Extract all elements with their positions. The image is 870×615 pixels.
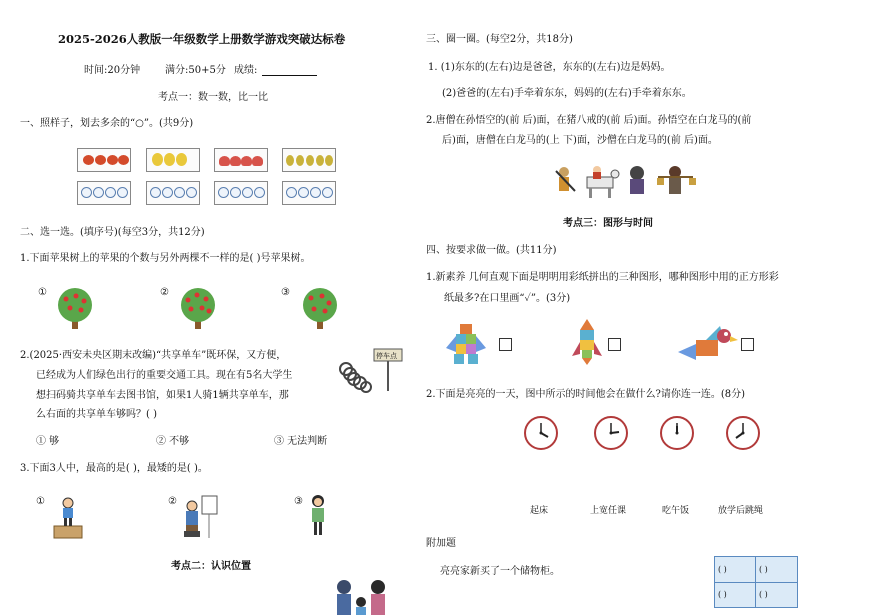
apple-tree-3-icon bbox=[297, 287, 343, 329]
apple-tree-1-icon bbox=[52, 287, 98, 329]
point2-heading: 考点二：认识位置 bbox=[171, 561, 251, 572]
q4-line1: 1.新素养 几何直观下面是明明用彩纸拼出的三种图形，哪种图形中用的正方形彩 bbox=[426, 272, 779, 283]
cabinet-mark-4[interactable]: ( ) bbox=[759, 590, 768, 599]
score-info: 满分:50+5分 bbox=[165, 65, 226, 76]
q1-heading: 一、照样子，划去多余的“○”。(共9分) bbox=[20, 118, 194, 129]
q3-heading: 三、圈一圈。(每空2分，共18分) bbox=[426, 34, 573, 45]
cabinet-mark-2[interactable]: ( ) bbox=[759, 565, 768, 574]
grade-blank[interactable] bbox=[262, 75, 317, 76]
bike-sign-text: 停车点 bbox=[376, 352, 397, 360]
extra-heading: 附加题 bbox=[426, 538, 456, 549]
q3-line2: (2)爸爸的(左右)手牵着东东，妈妈的(左右)手牵着东东。 bbox=[442, 88, 692, 99]
clock-3-icon bbox=[660, 416, 694, 450]
standing-girl-icon bbox=[306, 494, 330, 538]
q2-s2-line1: 2.(2025·西安未央区期末改编)“共享单车”既环保，又方便， bbox=[20, 350, 287, 361]
q2-s3: 3.下面3人中，最高的是( )，最矮的是( )。 bbox=[20, 463, 208, 474]
circle-box-2[interactable] bbox=[146, 181, 200, 205]
fruit-box-1 bbox=[77, 148, 131, 172]
grade-info: 成绩: bbox=[234, 65, 258, 76]
person-label-2: ② bbox=[168, 496, 177, 507]
q2-s2-line2: 已经成为人们绿色出行的重要交通工具。现在有5名大学生 bbox=[36, 370, 293, 381]
point1-heading: 考点一：数一数，比一比 bbox=[158, 92, 268, 103]
q3-line1: 1. (1)东东的(左右)边是爸爸，东东的(左右)边是妈妈。 bbox=[428, 62, 671, 73]
answer-box-rocket[interactable] bbox=[608, 338, 621, 351]
fruit-box-3 bbox=[214, 148, 268, 172]
q2-s2-line4: 么右面的共享单车够吗？( ) bbox=[36, 409, 157, 420]
option-2[interactable]: ② 不够 bbox=[156, 436, 190, 447]
fruit-box-2 bbox=[146, 148, 200, 172]
activity-4[interactable]: 放学后跳绳 bbox=[718, 506, 764, 516]
option-1[interactable]: ① 够 bbox=[36, 436, 60, 447]
clock-2-icon bbox=[594, 416, 628, 450]
extra-text: 亮亮家新买了一个储物柜。 bbox=[440, 566, 560, 577]
painter-icon bbox=[180, 494, 220, 540]
clock-1-icon bbox=[524, 416, 558, 450]
bird-shape-icon bbox=[676, 322, 738, 362]
activity-2[interactable]: 上宽任课 bbox=[590, 506, 627, 516]
tree-label-3: ③ bbox=[281, 287, 290, 298]
activity-1[interactable]: 起床 bbox=[530, 506, 549, 516]
family-icon bbox=[334, 578, 392, 615]
q4-line2: 纸最多?在口里画“✓”。(3分) bbox=[444, 293, 571, 304]
apple-tree-2-icon bbox=[175, 287, 221, 329]
journey-west-figures-icon bbox=[553, 163, 699, 201]
robot-shape-icon bbox=[444, 322, 496, 366]
tree-label-2: ② bbox=[160, 287, 169, 298]
clock-4-icon bbox=[726, 416, 760, 450]
q4-heading: 四、按要求做一做。(共11分) bbox=[426, 245, 557, 256]
q2-s2-line3: 想扫码骑共享单车去图书馆，如果1人骑1辆共享单车，那 bbox=[36, 390, 289, 401]
option-3[interactable]: ③ 无法判断 bbox=[274, 436, 328, 447]
time-info: 时间:20分钟 bbox=[84, 65, 141, 76]
point3-heading: 考点三：图形与时间 bbox=[563, 218, 653, 229]
fruit-box-4 bbox=[282, 148, 336, 172]
cabinet-mark-3[interactable]: ( ) bbox=[718, 590, 727, 599]
circle-box-4[interactable] bbox=[282, 181, 336, 205]
tree-label-1: ① bbox=[38, 287, 47, 298]
cabinet-mark-1[interactable]: ( ) bbox=[718, 565, 727, 574]
activity-3[interactable]: 吃午饭 bbox=[662, 506, 690, 516]
answer-box-bird[interactable] bbox=[741, 338, 754, 351]
circle-box-1[interactable] bbox=[77, 181, 131, 205]
storage-cabinet bbox=[714, 556, 798, 608]
person-label-3: ③ bbox=[294, 496, 303, 507]
q3-line4: 后)面，唐僧在白龙马的(上 下)面，沙僧在白龙马的(前 后)面。 bbox=[442, 135, 718, 146]
child-on-box-icon bbox=[52, 496, 84, 540]
person-label-1: ① bbox=[36, 496, 45, 507]
q3-line3: 2.唐僧在孙悟空的(前 后)面，在猪八戒的(前 后)面。孙悟空在白龙马的(前 bbox=[426, 115, 752, 126]
rocket-shape-icon bbox=[570, 318, 604, 366]
circle-box-3[interactable] bbox=[214, 181, 268, 205]
q4-line3: 2.下面是亮亮的一天，图中所示的时间他会在做什么?请你连一连。(8分) bbox=[426, 389, 746, 400]
page-title: 2025-2026人教版一年级数学上册数学游戏突破达标卷 bbox=[58, 32, 346, 46]
q2-heading: 二、选一选。(填序号)(每空3分，共12分) bbox=[20, 227, 205, 238]
answer-box-robot[interactable] bbox=[499, 338, 512, 351]
q2-s1: 1.下面苹果树上的苹果的个数与另外两棵不一样的是( )号苹果树。 bbox=[20, 253, 311, 264]
